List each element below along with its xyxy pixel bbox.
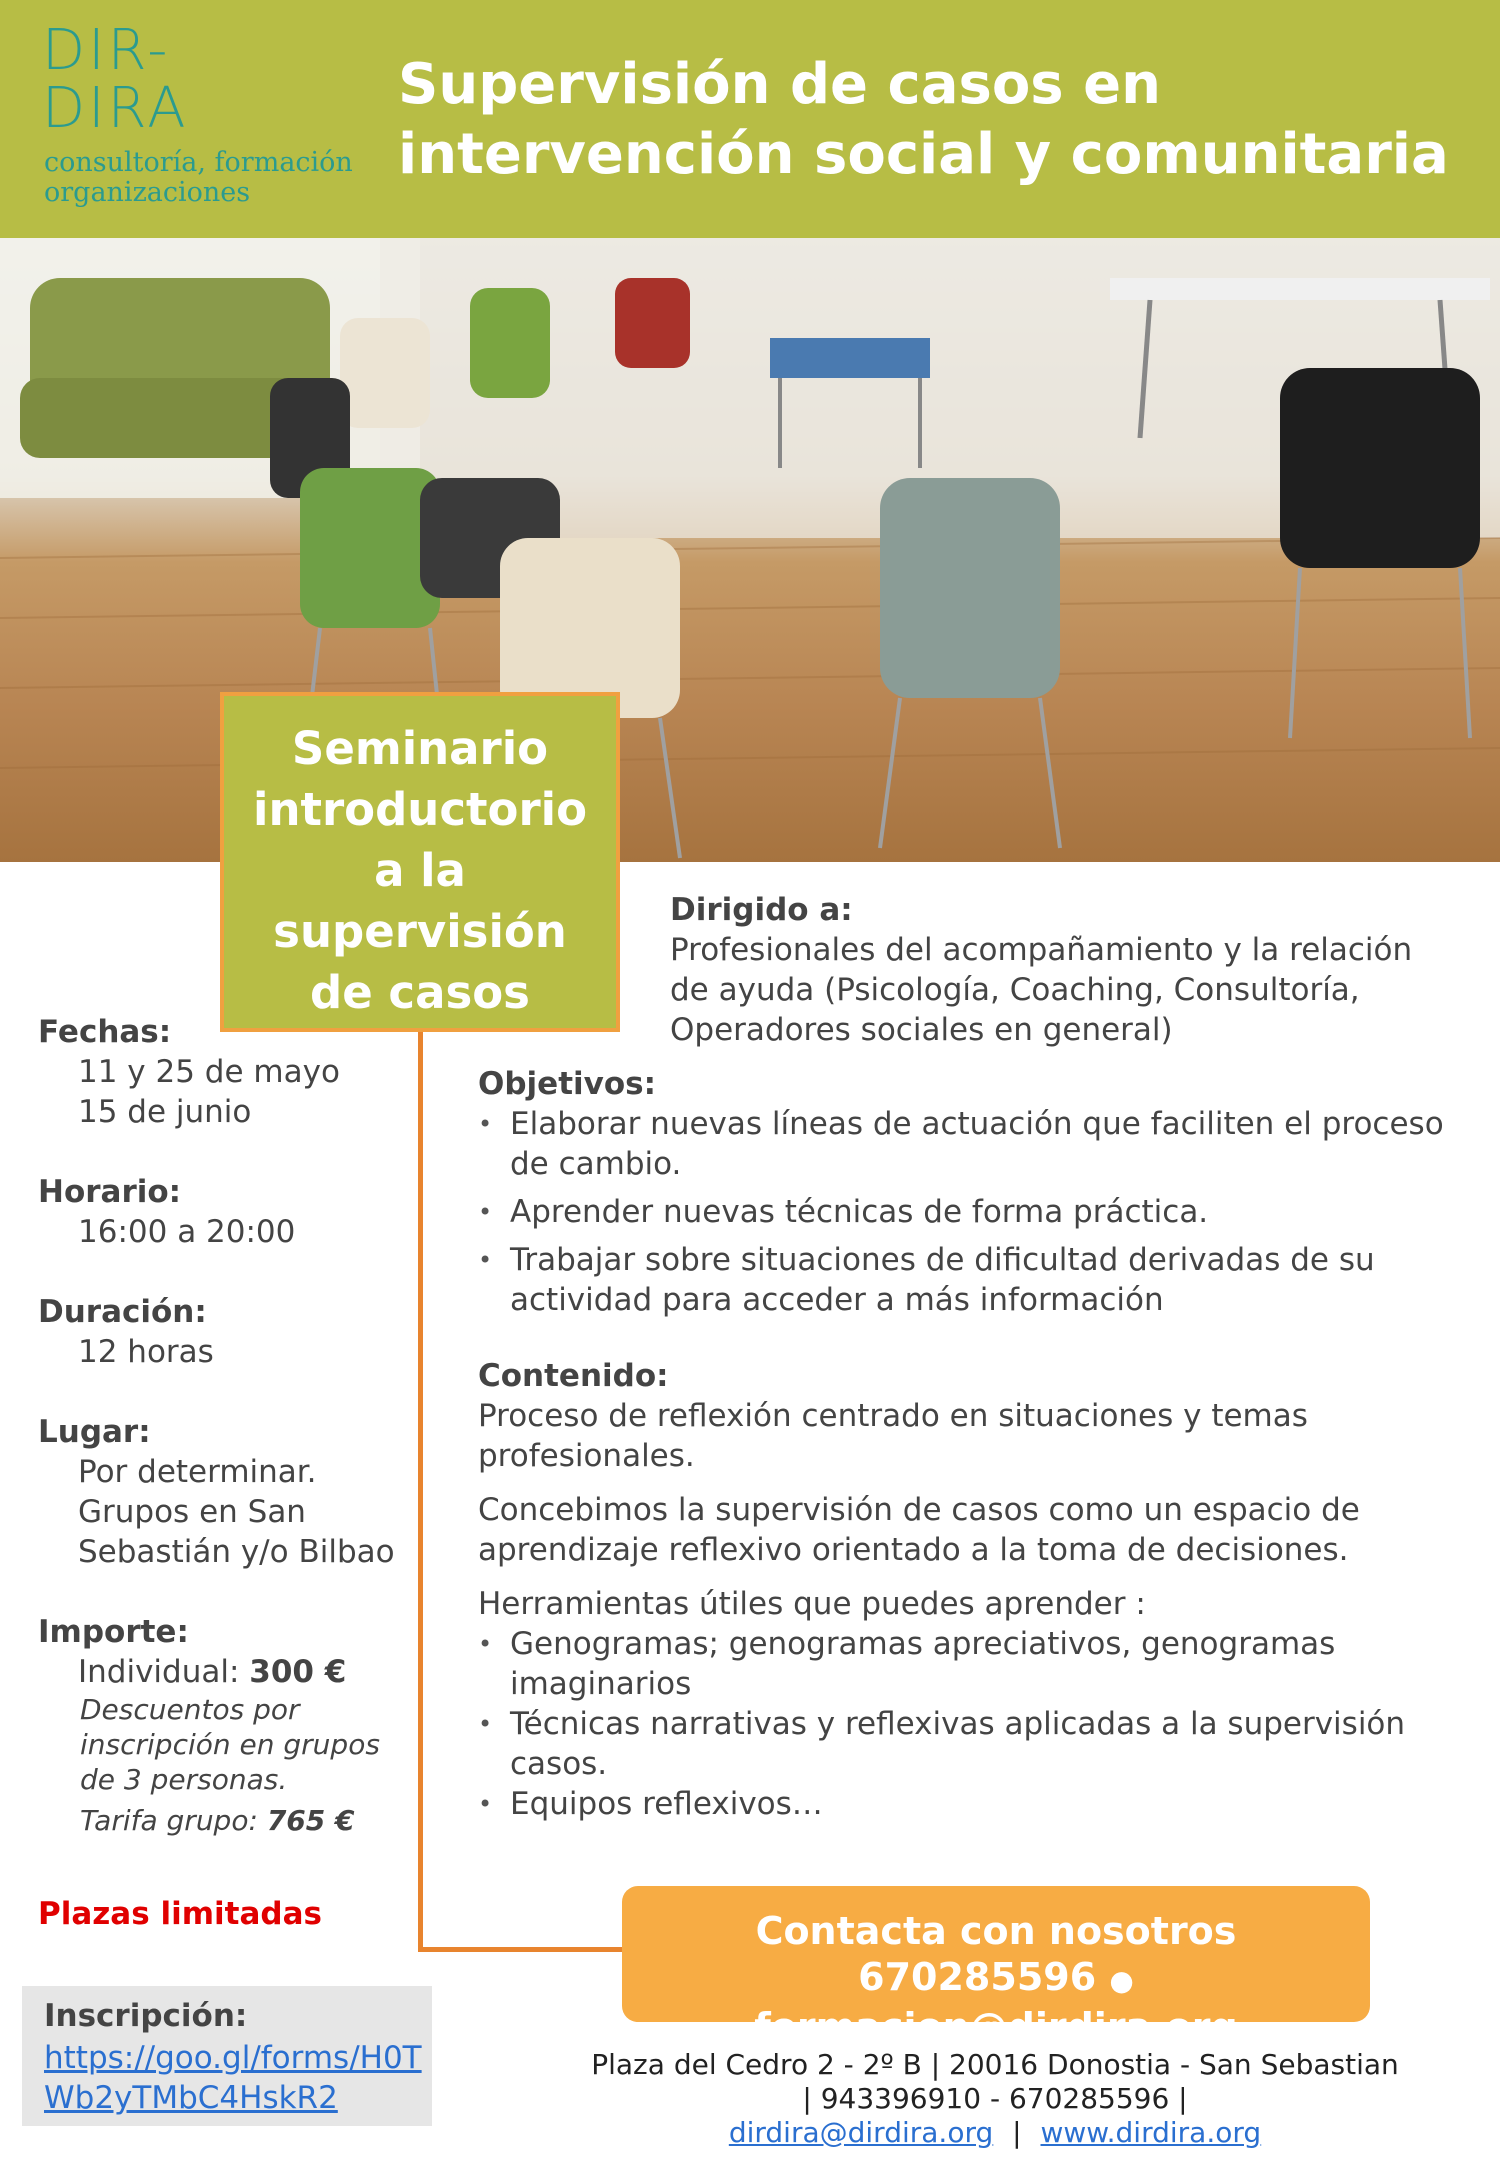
inscription-box	[22, 1986, 432, 2126]
group-price: Tarifa grupo: 765 €	[80, 1804, 355, 1837]
duracion-value: 12 horas	[78, 1334, 214, 1370]
objetivos-label: Objetivos:	[478, 1066, 656, 1102]
lugar-line: Por determinar.	[78, 1454, 317, 1490]
lugar-line: Grupos en San	[78, 1494, 306, 1530]
fecha-item: 15 de junio	[78, 1094, 252, 1130]
contenido-paragraph: Concebimos la supervisión de casos como un espacio de aprendizaje reflexivo orientado a la toma de decisiones.	[478, 1492, 1360, 1568]
address-line: Plaza del Cedro 2 - 2º B | 20016 Donostia - San Sebastian	[591, 2048, 1399, 2081]
inscription-label: Inscripción:	[44, 1998, 248, 2034]
course-description	[478, 890, 1478, 1824]
seminar-title-box: Seminario introductorio a la supervisión de casos	[220, 692, 620, 1032]
contact-email: formacion@dirdira.org	[754, 2005, 1238, 2049]
dirigido-line: Profesionales del acompañamiento y la relación	[670, 932, 1413, 968]
footer-web-link[interactable]: www.dirdira.org	[1040, 2116, 1262, 2149]
list-item: • Trabajar sobre situaciones de dificultad derivadas de su actividad para acceder a más información	[478, 1240, 1478, 1320]
footer-links	[560, 2116, 1430, 2150]
contact-phone: 670285596	[858, 1955, 1097, 1999]
page-title: Supervisión de casos en intervención social y comunitaria	[398, 52, 1449, 187]
horario-value: 16:00 a 20:00	[78, 1214, 296, 1250]
tools-intro: Herramientas útiles que puedes aprender :	[478, 1586, 1146, 1622]
list-item: • Equipos reflexivos…	[478, 1784, 1478, 1824]
phone-line: | 943396910 - 670285596 |	[802, 2082, 1188, 2115]
fecha-item: 11 y 25 de mayo	[78, 1054, 340, 1090]
inscription-link[interactable]: https://goo.gl/forms/H0TWb2yTMbC4HskR2	[44, 2040, 422, 2116]
logo	[0, 0, 370, 238]
discount-note: de 3 personas.	[80, 1763, 288, 1796]
orange-divider-vertical	[418, 1032, 423, 1952]
fechas-label: Fechas:	[38, 1014, 172, 1050]
lugar-label: Lugar:	[38, 1414, 151, 1450]
dirigido-line: Operadores sociales en general)	[670, 1012, 1173, 1048]
list-item: • Elaborar nuevas líneas de actuación que faciliten el proceso de cambio.	[478, 1104, 1478, 1184]
discount-note: inscripción en grupos	[80, 1728, 380, 1761]
contact-details	[622, 1954, 1370, 2050]
logo-mark: DIR- DIRA	[42, 18, 189, 141]
course-details	[38, 1012, 418, 1838]
horario-label: Horario:	[38, 1174, 182, 1210]
dirigido-label: Dirigido a:	[670, 892, 853, 928]
footer-divider: |	[1012, 2116, 1022, 2149]
contact-heading: Contacta con nosotros	[755, 1909, 1237, 1953]
header-banner	[0, 0, 1500, 238]
tools-list	[478, 1624, 1478, 1824]
footer-address	[560, 2048, 1430, 2150]
discount-note: Descuentos por	[80, 1693, 300, 1726]
list-item: • Técnicas narrativas y reflexivas aplicadas a la supervisión casos.	[478, 1704, 1478, 1784]
list-item: • Aprender nuevas técnicas de forma práctica.	[478, 1192, 1478, 1232]
contact-button[interactable]	[622, 1886, 1370, 2049]
bullet-icon: ●	[1109, 1964, 1134, 1997]
importe-label: Importe:	[38, 1614, 189, 1650]
orange-divider-horizontal	[418, 1947, 628, 1952]
dirigido-section	[478, 890, 1478, 1050]
objetivos-list	[478, 1104, 1478, 1320]
lugar-line: Sebastián y/o Bilbao	[78, 1534, 395, 1570]
plazas-limitadas: Plazas limitadas	[38, 1896, 322, 1932]
contenido-paragraph: Proceso de reflexión centrado en situaciones y temas profesionales.	[478, 1398, 1308, 1474]
list-item: • Genogramas; genogramas apreciativos, genogramas imaginarios	[478, 1624, 1478, 1704]
footer-email-link[interactable]: dirdira@dirdira.org	[728, 2116, 994, 2149]
duracion-label: Duración:	[38, 1294, 207, 1330]
contenido-label: Contenido:	[478, 1358, 669, 1394]
dirigido-line: de ayuda (Psicología, Coaching, Consultoría,	[670, 972, 1360, 1008]
logo-tagline: consultoría, formación organizaciones	[44, 147, 353, 208]
individual-price: Individual: 300 €	[78, 1654, 347, 1690]
